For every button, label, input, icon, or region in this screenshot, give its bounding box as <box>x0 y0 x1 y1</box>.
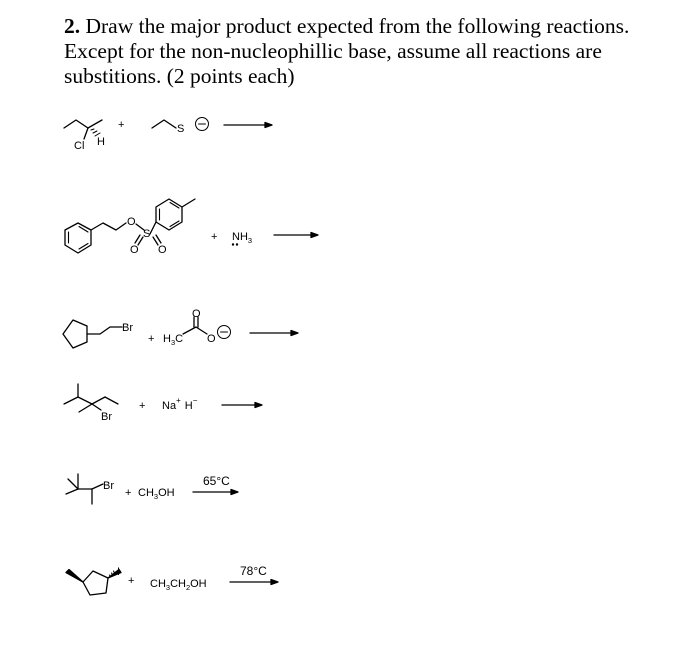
plus-6: + <box>128 575 135 587</box>
label-h: H <box>97 136 105 148</box>
plus-4: + <box>139 400 146 412</box>
lone-pair-dot-2 <box>236 243 238 245</box>
label-o-2: O <box>158 244 167 256</box>
label-sodium-hydride: Na+ H− <box>162 396 198 412</box>
label-o-carbonyl: O <box>192 308 201 320</box>
reactant-6-skeleton <box>66 570 121 596</box>
condition-temp-5: 65°C <box>203 474 230 488</box>
label-ethanol: $CH_3CH_2OH$ <box>150 578 207 592</box>
reaction-arrow-2 <box>274 233 318 238</box>
reaction-arrow-6 <box>230 580 278 585</box>
reaction-2 <box>65 199 318 253</box>
plus-2: + <box>211 231 218 243</box>
reaction-arrow-1 <box>224 123 272 128</box>
label-o-ether: O <box>127 216 136 228</box>
label-br-3: Br <box>122 322 133 334</box>
reactant-5-skeleton <box>66 474 103 504</box>
question-number: 2. <box>64 14 81 38</box>
lone-pair-dot-1 <box>232 243 234 245</box>
condition-temp-6: 78°C <box>240 564 267 578</box>
label-ammonia: $NH_3$ <box>232 231 253 245</box>
reaction-arrow-3 <box>250 331 298 336</box>
label-br-4: Br <box>101 411 112 423</box>
reactant-4-skeleton <box>64 384 118 412</box>
reaction-1 <box>64 118 272 140</box>
label-cl: Cl <box>74 140 85 152</box>
label-h3c: $H_3C$ <box>163 333 184 347</box>
label-br-5: Br <box>103 480 114 492</box>
reaction-arrow-5 <box>193 490 238 495</box>
label-o-anion: O <box>207 333 216 345</box>
reaction-arrow-4 <box>222 403 262 408</box>
plus-5: + <box>125 487 132 499</box>
label-s-sulfonyl: S <box>143 228 151 240</box>
label-i: I <box>117 566 121 578</box>
reactant-3-skeleton <box>63 320 122 348</box>
plus-3: + <box>148 333 155 345</box>
question-text: Draw the major product expected from the following reactions. Except for the non-nucleophillic base, assume all reactions are substitions. (2 points each) <box>64 14 630 88</box>
label-s: S <box>177 123 185 135</box>
label-o-1: O <box>130 244 139 256</box>
plus-1: + <box>118 119 125 131</box>
label-methanol: $CH_3OH$ <box>138 487 175 501</box>
